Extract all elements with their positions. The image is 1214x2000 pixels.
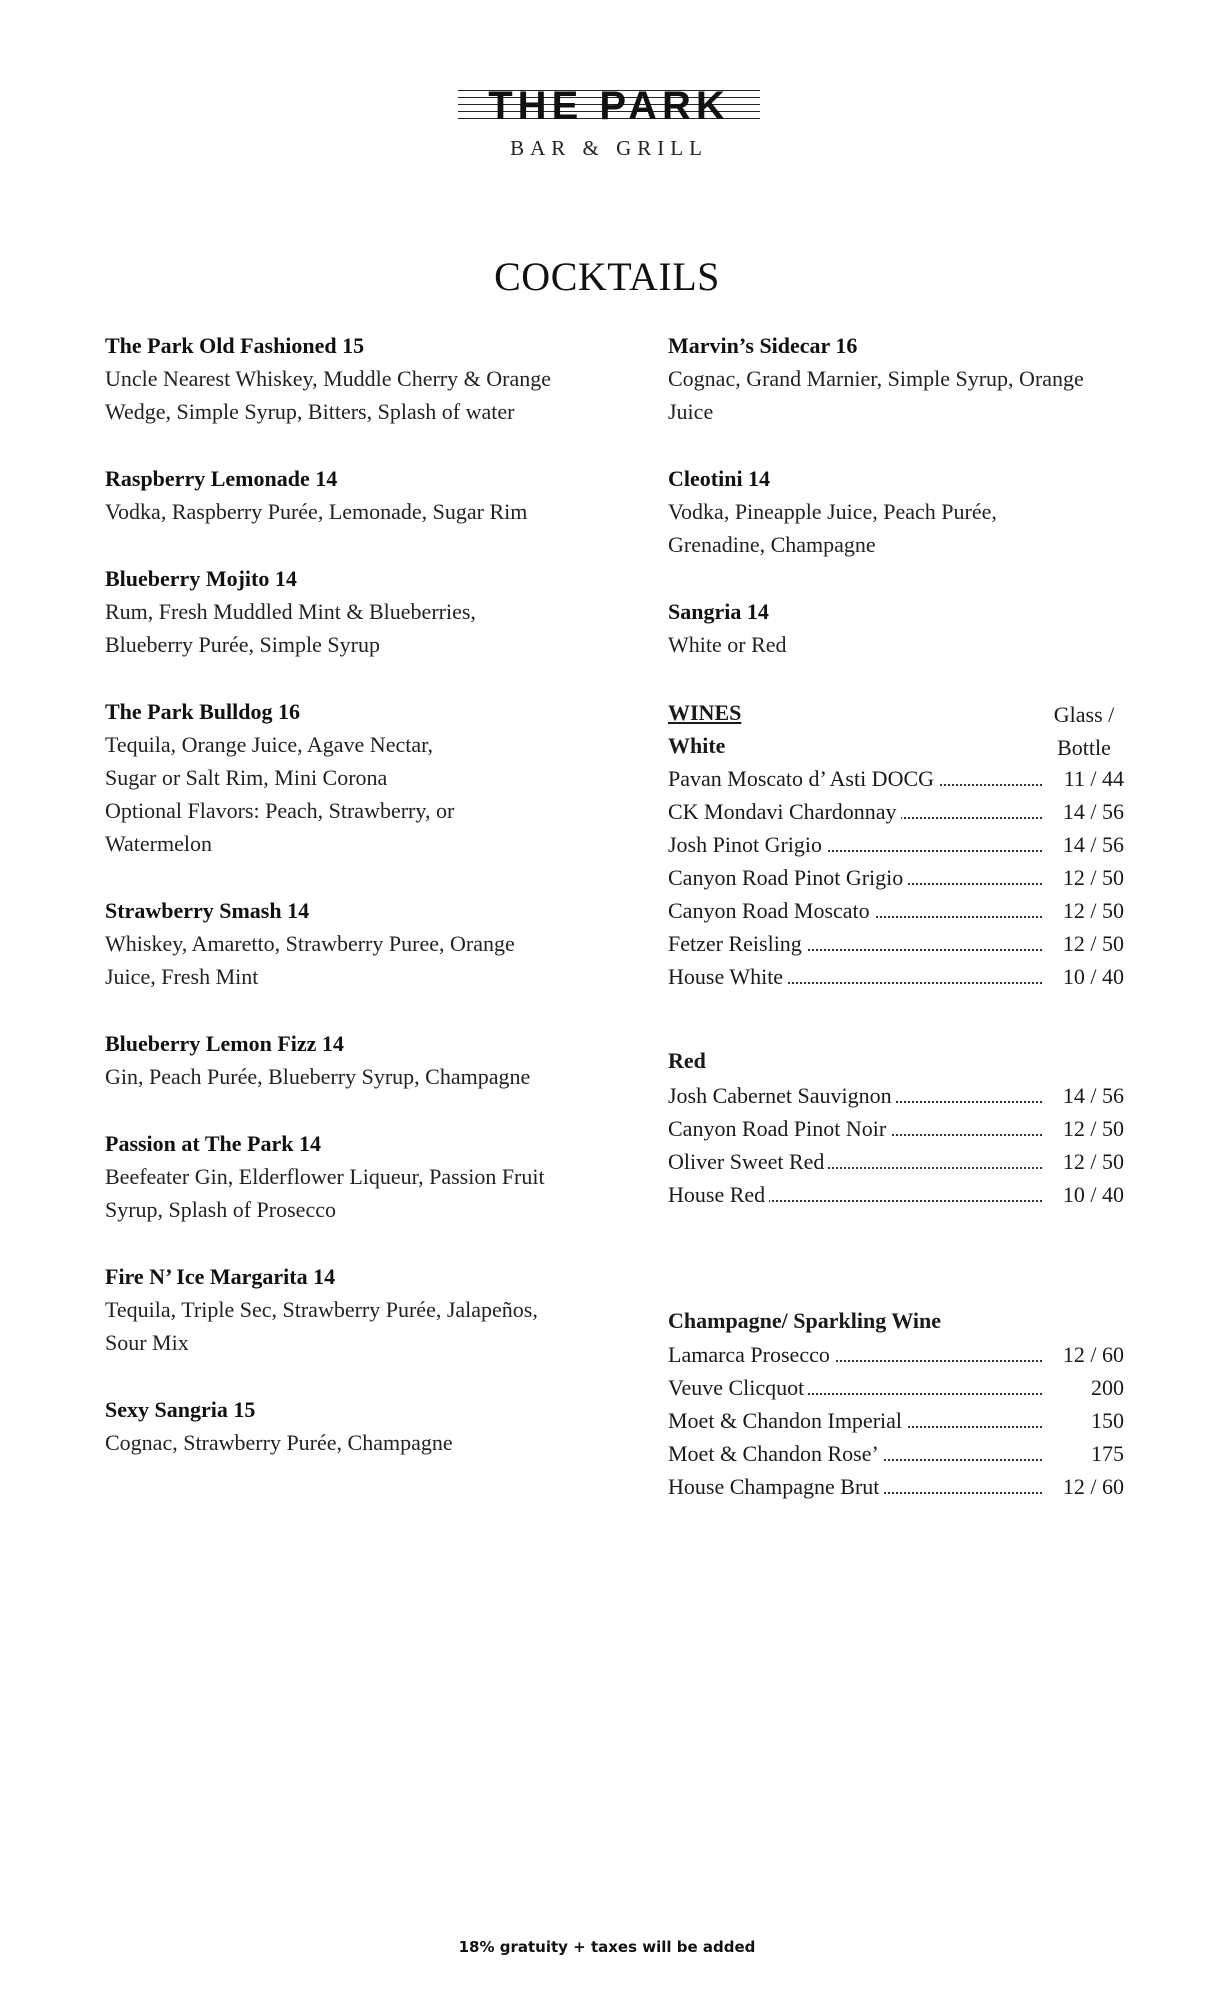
wine-name: Fetzer Reisling <box>668 927 806 960</box>
wines-title: WINES <box>668 700 742 725</box>
cocktail-item <box>668 329 1124 428</box>
wine-price: 12 / 60 <box>1044 1338 1124 1371</box>
wine-price: 150 <box>1044 1404 1124 1437</box>
wines-header <box>668 696 1124 762</box>
cocktail-desc: Uncle Nearest Whiskey, Muddle Cherry & Orange <box>105 366 551 391</box>
wine-row <box>668 1437 1124 1470</box>
wine-name: Veuve Clicquot <box>668 1371 808 1404</box>
cocktail-desc: Sour Mix <box>105 1330 189 1355</box>
wine-price: 175 <box>1044 1437 1124 1470</box>
cocktail-desc: Tequila, Triple Sec, Strawberry Purée, Jalapeños, <box>105 1297 538 1322</box>
wine-name: Lamarca Prosecco <box>668 1338 834 1371</box>
white-wine-list <box>668 762 1124 993</box>
cocktail-item <box>105 462 605 528</box>
wine-price: 14 / 56 <box>1044 795 1124 828</box>
cocktail-desc: White or Red <box>668 632 787 657</box>
cocktail-desc: Blueberry Purée, Simple Syrup <box>105 632 380 657</box>
price-header <box>1044 698 1124 764</box>
wine-row <box>668 894 1124 927</box>
cocktail-desc: Watermelon <box>105 831 212 856</box>
cocktail-desc: Gin, Peach Purée, Blueberry Syrup, Champagne <box>105 1064 531 1089</box>
wine-price: 10 / 40 <box>1044 960 1124 993</box>
cocktail-desc: Rum, Fresh Muddled Mint & Blueberries, <box>105 599 476 624</box>
wine-row <box>668 1145 1124 1178</box>
cocktail-name: Strawberry Smash 14 <box>105 898 310 923</box>
wine-price: 200 <box>1044 1371 1124 1404</box>
cocktail-name: Marvin’s Sidecar 16 <box>668 333 858 358</box>
cocktail-item <box>105 562 605 661</box>
wine-row <box>668 1470 1124 1503</box>
white-wine-title: White <box>668 733 726 758</box>
wine-price: 12 / 50 <box>1044 861 1124 894</box>
wine-price: 11 / 44 <box>1044 762 1124 795</box>
right-column <box>668 329 1124 1499</box>
wine-row <box>668 1338 1124 1371</box>
wine-name: House White <box>668 960 787 993</box>
wine-name: Oliver Sweet Red <box>668 1145 828 1178</box>
logo-subtitle: BAR & GRILL <box>510 136 708 160</box>
cocktail-desc: Juice, Fresh Mint <box>105 964 259 989</box>
cocktail-desc: Beefeater Gin, Elderflower Liqueur, Passion Fruit <box>105 1164 545 1189</box>
cocktail-item <box>105 1027 605 1093</box>
wine-name: Josh Cabernet Sauvignon <box>668 1079 896 1112</box>
wine-row <box>668 1178 1124 1211</box>
wine-name: House Red <box>668 1178 769 1211</box>
cocktail-name: Sexy Sangria 15 <box>105 1397 256 1422</box>
cocktail-name: Blueberry Lemon Fizz 14 <box>105 1031 344 1056</box>
wine-price: 14 / 56 <box>1044 828 1124 861</box>
wine-row <box>668 1112 1124 1145</box>
wine-name: Canyon Road Pinot Grigio <box>668 861 907 894</box>
wine-row <box>668 1371 1124 1404</box>
wine-row <box>668 1404 1124 1437</box>
cocktail-desc: Syrup, Splash of Prosecco <box>105 1197 336 1222</box>
sparkling-wine-list <box>668 1338 1124 1503</box>
red-wine-title: Red <box>668 1048 706 1073</box>
cocktail-name: Fire N’ Ice Margarita 14 <box>105 1264 336 1289</box>
wine-price: 14 / 56 <box>1044 1079 1124 1112</box>
cocktail-item <box>105 329 605 428</box>
wine-price: 12 / 50 <box>1044 927 1124 960</box>
cocktail-name: Cleotini 14 <box>668 466 771 491</box>
logo-title-block <box>458 86 760 126</box>
cocktail-name: The Park Bulldog 16 <box>105 699 300 724</box>
wine-row <box>668 960 1124 993</box>
wine-row <box>668 927 1124 960</box>
cocktail-desc: Cognac, Grand Marnier, Simple Syrup, Orange <box>668 366 1084 391</box>
wine-row <box>668 762 1124 795</box>
cocktail-desc: Optional Flavors: Peach, Strawberry, or <box>105 798 455 823</box>
wine-price: 12 / 50 <box>1044 1112 1124 1145</box>
cocktail-desc: Juice <box>668 399 714 424</box>
cocktail-desc: Vodka, Pineapple Juice, Peach Purée, <box>668 499 997 524</box>
wine-name: Canyon Road Pinot Noir <box>668 1112 890 1145</box>
wine-name: Pavan Moscato d’ Asti DOCG <box>668 762 938 795</box>
wine-name: House Champagne Brut <box>668 1470 883 1503</box>
cocktail-desc: Cognac, Strawberry Purée, Champagne <box>105 1430 453 1455</box>
sparkling-wine-title: Champagne/ Sparkling Wine <box>668 1308 942 1333</box>
wine-row <box>668 1079 1124 1112</box>
wine-row <box>668 795 1124 828</box>
wine-price: 12 / 60 <box>1044 1470 1124 1503</box>
cocktail-item <box>668 462 1124 561</box>
wine-row <box>668 861 1124 894</box>
price-header-line: Bottle <box>1057 735 1111 760</box>
wine-price: 12 / 50 <box>1044 1145 1124 1178</box>
logo <box>458 86 760 164</box>
cocktail-desc: Wedge, Simple Syrup, Bitters, Splash of water <box>105 399 515 424</box>
cocktails-left-column <box>105 329 605 1493</box>
cocktail-name: Raspberry Lemonade 14 <box>105 466 338 491</box>
red-wine-list <box>668 1079 1124 1211</box>
wine-name: CK Mondavi Chardonnay <box>668 795 901 828</box>
cocktail-desc: Tequila, Orange Juice, Agave Nectar, <box>105 732 434 757</box>
cocktail-item <box>105 695 605 860</box>
gratuity-note: 18% gratuity + taxes will be added <box>458 1938 756 1956</box>
cocktail-item <box>668 595 1124 661</box>
wine-price: 12 / 50 <box>1044 894 1124 927</box>
page-title: COCKTAILS <box>494 254 720 299</box>
cocktail-name: The Park Old Fashioned 15 <box>105 333 365 358</box>
cocktail-desc: Grenadine, Champagne <box>668 532 876 557</box>
cocktail-desc: Sugar or Salt Rim, Mini Corona <box>105 765 388 790</box>
cocktail-name: Passion at The Park 14 <box>105 1131 321 1156</box>
cocktail-name: Sangria 14 <box>668 599 769 624</box>
cocktail-name: Blueberry Mojito 14 <box>105 566 297 591</box>
cocktail-item <box>105 1393 605 1459</box>
cocktail-item <box>105 1260 605 1359</box>
cocktail-item <box>105 1127 605 1226</box>
price-header-line: Glass / <box>1053 702 1115 727</box>
wine-name: Canyon Road Moscato <box>668 894 874 927</box>
cocktail-desc: Whiskey, Amaretto, Strawberry Puree, Orange <box>105 931 515 956</box>
wine-price: 10 / 40 <box>1044 1178 1124 1211</box>
cocktail-desc: Vodka, Raspberry Purée, Lemonade, Sugar Rim <box>105 499 528 524</box>
wine-name: Josh Pinot Grigio <box>668 828 826 861</box>
logo-title: THE PARK <box>488 84 730 128</box>
wine-name: Moet & Chandon Imperial <box>668 1404 906 1437</box>
wine-row <box>668 828 1124 861</box>
cocktail-item <box>105 894 605 993</box>
wine-name: Moet & Chandon Rose’ <box>668 1437 883 1470</box>
